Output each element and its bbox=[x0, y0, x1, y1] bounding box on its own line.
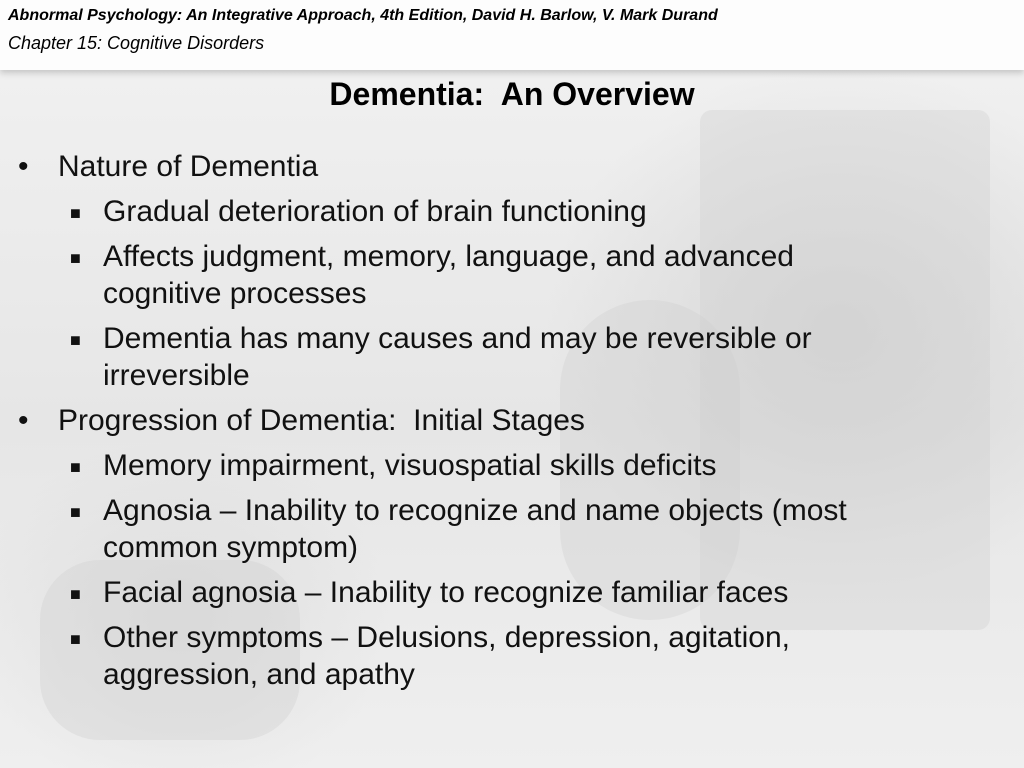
round-bullet-icon: • bbox=[18, 150, 29, 183]
sub-bullet-item bbox=[0, 447, 1000, 484]
slide-title: Dementia: An Overview bbox=[329, 76, 695, 112]
square-bullet-icon: ■ bbox=[70, 248, 81, 268]
chapter-title: Chapter 15: Cognitive Disorders bbox=[8, 33, 265, 53]
square-bullet-icon: ■ bbox=[70, 584, 81, 604]
sub-bullet-text: Dementia has many causes and may be reversible or irreversible bbox=[103, 322, 812, 392]
book-title: Abnormal Psychology: An Integrative Approach, 4th Edition, David H. Barlow, V. Mark Durand bbox=[8, 7, 718, 24]
sub-bullet-text: Memory impairment, visuospatial skills deficits bbox=[103, 449, 717, 482]
sub-bullet-item bbox=[0, 320, 1000, 394]
sub-bullet-text: Affects judgment, memory, language, and advanced cognitive processes bbox=[103, 240, 794, 310]
sub-bullet-item bbox=[0, 574, 1000, 611]
bullet-text: Progression of Dementia: Initial Stages bbox=[58, 404, 585, 437]
square-bullet-icon: ■ bbox=[70, 629, 81, 649]
bullet-list bbox=[0, 148, 1000, 701]
sub-bullet-text: Facial agnosia – Inability to recognize familiar faces bbox=[103, 576, 789, 609]
sub-bullet-text: Agnosia – Inability to recognize and name objects (most common symptom) bbox=[103, 494, 847, 564]
sub-bullet-text: Gradual deterioration of brain functioning bbox=[103, 195, 647, 228]
sub-bullet-item bbox=[0, 492, 1000, 566]
bullet-text: Nature of Dementia bbox=[58, 150, 319, 183]
square-bullet-icon: ■ bbox=[70, 457, 81, 477]
sub-bullet-item bbox=[0, 619, 1000, 693]
header-band bbox=[0, 0, 1024, 70]
sub-bullet-item bbox=[0, 193, 1000, 230]
bullet-item bbox=[0, 148, 1000, 185]
square-bullet-icon: ■ bbox=[70, 330, 81, 350]
square-bullet-icon: ■ bbox=[70, 502, 81, 522]
sub-bullet-text: Other symptoms – Delusions, depression, agitation, aggression, and apathy bbox=[103, 621, 790, 691]
bullet-item bbox=[0, 402, 1000, 439]
round-bullet-icon: • bbox=[18, 404, 29, 437]
sub-bullet-item bbox=[0, 238, 1000, 312]
square-bullet-icon: ■ bbox=[70, 203, 81, 223]
